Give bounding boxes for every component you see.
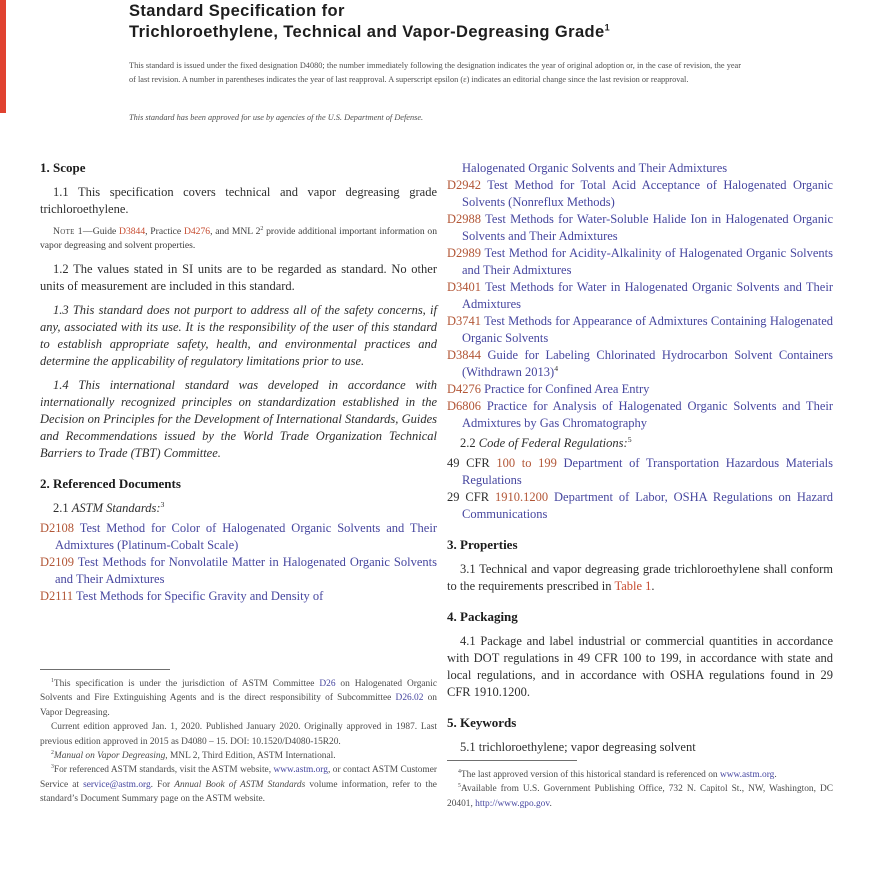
link-table-1[interactable]: Table 1 — [614, 579, 652, 593]
footnotes-right — [447, 760, 833, 811]
footnote-text: . — [774, 770, 777, 780]
footnote-marker: 1 — [51, 677, 54, 684]
cfr-item — [447, 455, 833, 489]
doc-title-link[interactable]: Test Method for Total Acid Acceptance of Halogenated Organic Solvents (Nonreflux Methods) — [462, 178, 833, 209]
section-heading-keywords: 5. Keywords — [447, 715, 517, 730]
refdoc-item — [447, 313, 833, 347]
footnote-text: The last approved version of this historical standard is referenced on — [460, 770, 720, 780]
paragraph-4-1: 4.1 Package and label industrial or commercial quantities in accordance with DOT regulations in 49 CFR 100 to 199, in accordance with state and local regulations, and in accordance with OSHA regulations found in 29 CFR 1910.1200. — [447, 634, 833, 699]
paragraph-1-4: 1.4 This international standard was developed in accordance with internationally recognized principles on standardization established in the Decision on Principles for the Development of International Standards, Guides and Recommendations issued by the World Trade Organization Technical Barriers to Trade (TBT) Committee. — [40, 378, 437, 460]
refdoc-item — [447, 279, 833, 313]
section-heading-referenced-documents: 2. Referenced Documents — [40, 476, 181, 491]
right-column — [447, 160, 833, 763]
subsection-2-1 — [40, 500, 437, 517]
footnote-marker-4: 4 — [554, 363, 559, 373]
doc-code-link[interactable]: D2988 — [447, 212, 482, 226]
cfr-prefix: 49 CFR — [447, 456, 497, 470]
doc-title-link[interactable]: Test Method for Acidity-Alkalinity of Halogenated Organic Solvents and Their Admixtures — [462, 246, 833, 277]
doc-title-link[interactable]: Guide for Labeling Chlorinated Hydrocarbon Solvent Containers (Withdrawn 2013) — [462, 348, 834, 379]
footnote-marker: 3 — [51, 764, 54, 771]
footnote-text: volume information, refer to the standard’s Document Summary page on the ASTM website. — [40, 779, 437, 805]
doc-title-link[interactable]: Test Method for Color of Halogenated Organic Solvents and Their Admixtures (Platinum-Cobalt Scale) — [55, 521, 437, 552]
footnote-text: , or contact ASTM Customer Service at — [40, 765, 437, 790]
subsection-label: ASTM Standards: — [71, 501, 161, 515]
doc-title-link[interactable]: Practice for Analysis of Halogenated Organic Solvents and Their Admixtures by Gas Chromatography — [462, 399, 834, 430]
footnote-marker-5: 5 — [627, 434, 632, 444]
paragraph-1-2: 1.2 The values stated in SI units are to be regarded as standard. No other units of measurement are included in this standard. — [40, 262, 437, 293]
footnote-separator — [447, 760, 577, 761]
footnote-4 — [447, 768, 833, 782]
dod-approval-note: This standard has been approved for use by agencies of the U.S. Department of Defense. — [129, 113, 424, 122]
refdoc-item — [40, 520, 437, 554]
paragraph-1-1: 1.1 This specification covers technical and vapor degreasing grade trichloroethylene. — [40, 185, 437, 216]
section-heading-packaging: 4. Packaging — [447, 609, 518, 624]
note-1 — [40, 225, 437, 252]
footnote-text: Available from U.S. Government Publishing Office, 732 N. Capitol St., NW, Washington, DC 20401, — [447, 784, 833, 809]
doc-code-link[interactable]: D2108 — [40, 521, 75, 535]
note-text: Guide — [92, 226, 120, 237]
footnote-marker-2: 2 — [260, 225, 264, 232]
title-block — [129, 1, 789, 43]
footnote-edition: Current edition approved Jan. 1, 2020. Published January 2020. Originally approved in 1987. Last previous edition approved in 2015 as D4080 – 15. DOI: 10.1520/D4080-15R20. — [40, 722, 437, 747]
doc-title-link[interactable]: Test Methods for Water in Halogenated Organic Solvents and Their Admixtures — [462, 280, 833, 311]
title-footnote-marker: 1 — [604, 22, 610, 33]
footnote-marker: 5 — [458, 783, 461, 790]
footnote-2 — [40, 749, 437, 763]
note-text: provide additional important information on vapor degreasing and solvent properties. — [40, 226, 437, 251]
page-title-line1: Standard Specification for — [129, 2, 345, 20]
footnote-italic-title: Annual Book of ASTM Standards — [174, 779, 306, 790]
doc-code-link[interactable]: D2942 — [447, 178, 482, 192]
cfr-title-link[interactable]: Department of Transportation Hazardous Materials Regulations — [462, 456, 833, 487]
subsection-number: 2.1 — [53, 501, 72, 515]
cfr-code-link[interactable]: 100 to 199 — [496, 456, 557, 470]
paragraph-text: 3.1 Technical and vapor degreasing grade trichloroethylene shall conform to the requirements prescribed in — [447, 562, 833, 593]
footnote-text: . — [549, 798, 552, 809]
footnote-text: . For — [150, 779, 175, 790]
subsection-2-2 — [447, 435, 833, 452]
refdoc-item — [447, 347, 833, 381]
subsection-number: 2.2 — [460, 436, 479, 450]
doc-title-link[interactable]: Test Methods for Appearance of Admixtures Containing Halogenated Organic Solvents — [462, 314, 833, 345]
refdoc-item — [447, 211, 833, 245]
doc-title-link[interactable]: Test Methods for Water-Soluble Halide Ion in Halogenated Organic Solvents and Their Admixtures — [462, 212, 833, 243]
footnote-separator — [40, 669, 170, 670]
footnote-3 — [40, 763, 437, 806]
footnote-marker-3: 3 — [160, 499, 165, 509]
doc-title-link[interactable]: Test Methods for Specific Gravity and Density of — [76, 589, 324, 603]
link-astm-service-email[interactable]: service@astm.org — [83, 779, 151, 790]
refdoc-item — [447, 381, 833, 398]
footnote-text: on Halogenated Organic Solvents and Fire Extinguishing Agents and is the direct responsibility of Subcommittee — [40, 679, 437, 704]
doc-code-link[interactable]: D6806 — [447, 399, 482, 413]
refdoc-item-continuation — [447, 160, 833, 177]
note-text: , and MNL 2 — [210, 226, 261, 237]
footnote-italic-title: Manual on Vapor Degreasing — [53, 751, 166, 762]
doc-code-link[interactable]: D2989 — [447, 246, 482, 260]
doc-code-link[interactable]: D3844 — [447, 348, 482, 362]
footnote-5 — [447, 782, 833, 811]
doc-code-link[interactable]: D3401 — [447, 280, 482, 294]
link-astm-website[interactable]: www.astm.org — [273, 765, 328, 776]
left-column — [40, 160, 437, 605]
footnote-text: on Vapor Degreasing. — [40, 693, 437, 718]
cfr-code-link[interactable]: 1910.1200 — [494, 490, 549, 504]
footnote-marker: 4 — [458, 768, 461, 775]
footnote-1 — [40, 677, 437, 720]
paragraph-5-1: 5.1 trichloroethylene; vapor degreasing solvent — [460, 740, 696, 754]
cfr-title-link[interactable]: Department of Labor, OSHA Regulations on Hazard Communications — [462, 490, 833, 521]
footnote-marker: 2 — [51, 749, 54, 756]
link-astm-website[interactable]: www.astm.org — [719, 770, 775, 780]
note-text: , Practice — [145, 226, 184, 237]
footnote-text: This specification is under the jurisdiction of ASTM Committee — [53, 679, 320, 689]
doc-title-link[interactable]: Halogenated Organic Solvents and Their Admixtures — [462, 161, 728, 175]
section-heading-properties: 3. Properties — [447, 537, 518, 552]
refdoc-item — [40, 588, 437, 605]
link-d26-02[interactable]: D26.02 — [395, 693, 424, 704]
refdoc-item — [447, 245, 833, 279]
refdoc-item — [40, 554, 437, 588]
note-label: Note 1— — [53, 226, 93, 237]
paragraph-text: . — [651, 579, 655, 593]
page-title-line2 — [129, 22, 789, 43]
doc-code-link[interactable]: D3741 — [447, 314, 482, 328]
footnote-text: For referenced ASTM standards, visit the ASTM website, — [53, 765, 274, 776]
section-heading-scope: 1. Scope — [40, 160, 86, 175]
link-d4276-inline[interactable]: D4276 — [183, 226, 211, 237]
cfr-prefix: 29 CFR — [447, 490, 495, 504]
doc-title-link[interactable]: Test Methods for Nonvolatile Matter in Halogenated Organic Solvents and Their Admixtures — [55, 555, 437, 586]
footnote-text: , MNL 2, Third Edition, ASTM International. — [165, 751, 336, 762]
paragraph-3-1 — [447, 561, 833, 595]
page-title-text: Trichloroethylene, Technical and Vapor-Degreasing Grade — [129, 23, 605, 41]
issued-boilerplate: This standard is issued under the fixed designation D4080; the number immediately following the designation indicates the year of original adoption or, in the case of revision, the year of last revision. A number in parentheses indicates the year of last reapproval. A superscript epsilon (ε) indicates an editorial change since the last revision or reapproval. — [129, 61, 741, 84]
subsection-label: Code of Federal Regulations: — [478, 436, 628, 450]
doc-code-link[interactable]: D2109 — [40, 555, 75, 569]
refdoc-item — [447, 398, 833, 432]
link-d26[interactable]: D26 — [319, 679, 336, 689]
link-d3844-inline[interactable]: D3844 — [119, 226, 146, 237]
cfr-item — [447, 489, 833, 523]
doc-title-link[interactable]: Practice for Confined Area Entry — [484, 382, 650, 396]
paragraph-1-3: 1.3 This standard does not purport to address all of the safety concerns, if any, associated with its use. It is the responsibility of the user of this standard to establish appropriate safety, health, and environmental practices and determine the applicability of regulatory limitations prior to use. — [40, 303, 437, 368]
refdoc-item — [447, 177, 833, 211]
doc-code-link[interactable]: D2111 — [40, 589, 74, 603]
doc-code-link[interactable]: D4276 — [447, 382, 482, 396]
redline-change-bar — [0, 0, 6, 113]
link-gpo-website[interactable]: http://www.gpo.gov — [475, 798, 550, 809]
footnotes-left — [40, 669, 437, 807]
